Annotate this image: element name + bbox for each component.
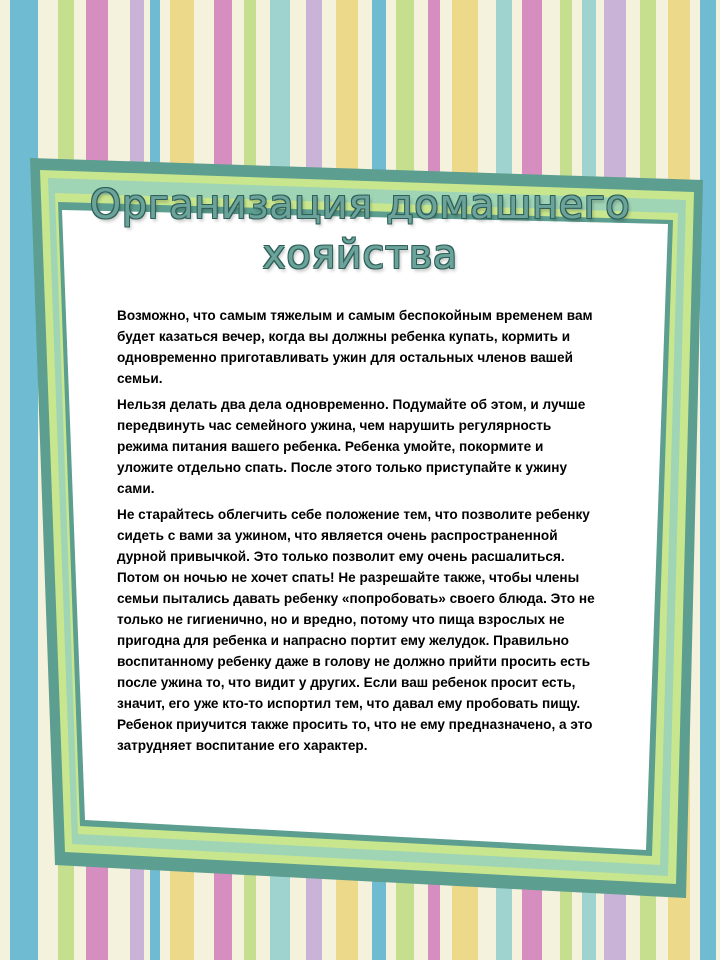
paragraph-2: Нельзя делать два дела одновременно. Подумайте об этом, и лучше передвинуть час семейного ужина, чем нарушить регулярность режима питания вашего ребенка. Ребенка умойте, покормите и уложите отдельно спать. После этого только приступайте к ужину сами. [117, 397, 586, 496]
slide-title: Организация домашнего хояйства [89, 182, 631, 278]
paragraph-1: Возможно, что самым тяжелым и самым беспокойным временем вам будет казаться вечер, когда вы должны ребенка купать, кормить и одновременно приготавливать ужин для остальных членов вашей семьи. [117, 308, 593, 386]
paragraph-3: Не старайтесь облегчить себе положение тем, что позволите ребенку сидеть с вами за ужином, что является очень распространенной дурной привычкой. Это только позволит ему очень расшалиться. Потом он ночью не хочет спать! Не разрешайте также, чтобы члены семьи пытались давать ребенку «попробовать» своего блюда. Это не только не гигиенично, но и вредно, потому что пища взрослых не пригодна для ребенка и напрасно портит ему желудок. Правильно воспитанному ребенку даже в голову не должно прийти просить есть после ужина то, что видит у других. Если ваш ребенок просит есть, значит, его уже кто-то испортил тем, что давал ему пробовать пищу. Ребенок приучится также просить то, что не ему предназначено, а это затрудняет воспитание его характер. [117, 507, 595, 753]
slide-body [117, 305, 602, 761]
